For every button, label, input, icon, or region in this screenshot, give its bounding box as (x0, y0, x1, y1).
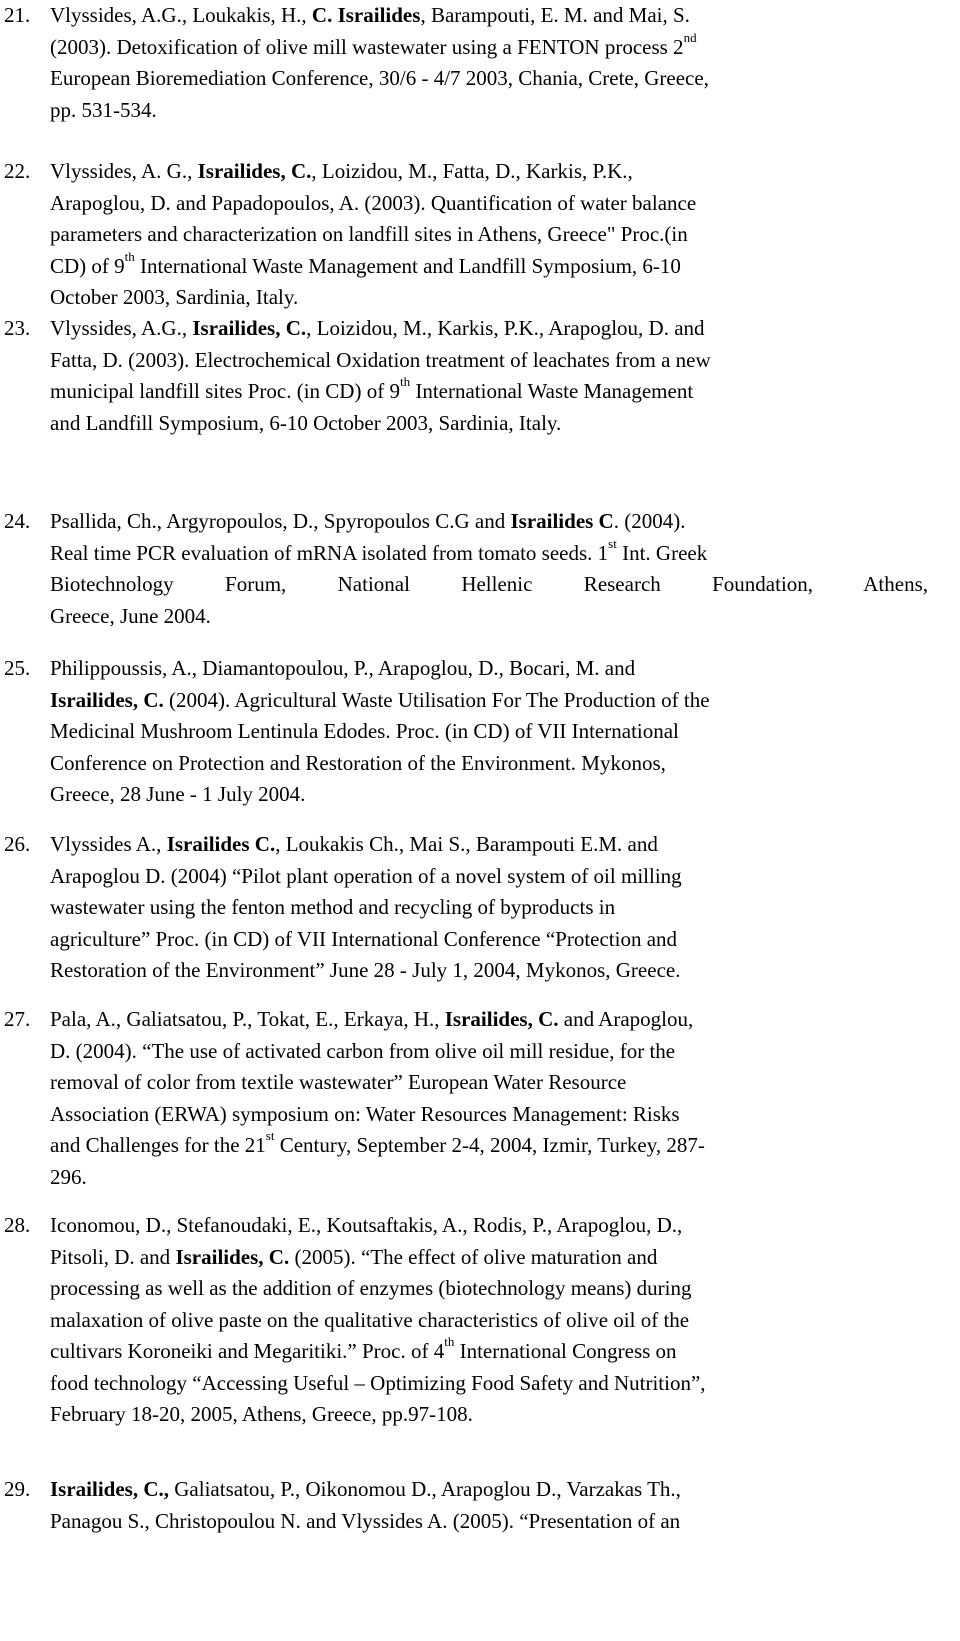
reference-text (50, 506, 940, 632)
text-run: (2004). Agricultural Waste Utilisation For The Production of the (163, 687, 710, 712)
text-run: Biotechnology Forum, National Hellenic Research Foundation, Athens, (50, 572, 928, 596)
reference-number: 23. (4, 316, 31, 340)
text-run: (2005). “The effect of olive maturation and (289, 1244, 658, 1269)
reference-line (50, 569, 928, 601)
reference-line (50, 1336, 940, 1368)
text-run: food technology “Accessing Useful – Optimizing Food Safety and Nutrition”, (50, 1370, 706, 1395)
reference-line (50, 685, 940, 717)
reference-line (50, 282, 940, 314)
superscript: th (399, 374, 411, 389)
reference-line (50, 1162, 940, 1194)
reference-text (50, 653, 940, 811)
text-run: and Arapoglou, (558, 1007, 694, 1031)
reference-line (50, 535, 940, 570)
reference-text (50, 1004, 940, 1193)
reference-line (50, 95, 940, 127)
reference-line (50, 408, 940, 440)
reference-line (50, 188, 940, 220)
text-run: CD) of 9 (50, 253, 125, 278)
reference-line (50, 1130, 940, 1162)
reference-line (50, 1474, 940, 1506)
author-highlight: Israilides, C. (50, 687, 164, 712)
reference-number: 22. (4, 159, 31, 183)
text-run: , Loizidou, M., Fatta, D., Karkis, P.K., (311, 159, 633, 183)
text-run: malaxation of olive paste on the qualitative characteristics of olive oil of the (50, 1307, 690, 1332)
text-run: International Waste Management and Landfill Symposium, 6-10 (134, 253, 681, 278)
reference-line (50, 653, 940, 685)
text-run: 296. (50, 1164, 87, 1189)
reference-line (50, 248, 940, 283)
author-highlight: Israilides C. (166, 832, 276, 856)
reference-line (50, 924, 940, 956)
reference-line (50, 219, 940, 251)
text-run: International Waste Management (410, 379, 694, 403)
reference-number: 21. (4, 3, 31, 27)
reference-line (50, 892, 940, 924)
text-run: (2003). Detoxification of olive mill wastewater using a FENTON process 2 (50, 34, 684, 59)
reference-line (50, 748, 940, 780)
reference-line (50, 63, 940, 95)
reference-text (50, 0, 940, 126)
reference-line (50, 1305, 940, 1337)
author-highlight: C. Israilides (311, 3, 421, 27)
text-run: . (2004). (613, 509, 686, 533)
reference-number: 27. (4, 1007, 31, 1031)
text-run: Vlyssides A., (50, 832, 167, 856)
author-highlight: Israilides, C., (50, 1477, 170, 1501)
text-run: Philippoussis, A., Diamantopoulou, P., Arapoglou, D., Bocari, M. and (50, 656, 636, 680)
reference-text (50, 1210, 940, 1431)
reference-line (50, 829, 940, 861)
text-run: Panagou S., Christopoulou N. and Vlyssides A. (2005). “Presentation of an (50, 1508, 681, 1533)
reference-line (50, 1242, 940, 1274)
reference-line (50, 861, 940, 893)
text-run: Psallida, Ch., Argyropoulos, D., Spyropoulos C.G and (50, 509, 511, 533)
reference-line (50, 1004, 940, 1036)
text-run: , Loizidou, M., Karkis, P.K., Arapoglou, D. and (306, 316, 705, 340)
author-highlight: Israilides C (510, 509, 614, 533)
reference-text (50, 829, 940, 987)
reference-line (50, 29, 940, 64)
text-run: Medicinal Mushroom Lentinula Edodes. Proc. (in CD) of VII International (50, 719, 679, 743)
superscript: st (608, 535, 617, 551)
reference-number: 28. (4, 1213, 31, 1237)
reference-number: 24. (4, 509, 31, 533)
text-run: Vlyssides, A.G., Loukakis, H., (50, 3, 312, 27)
text-run: wastewater using the fenton method and recycling of byproducts in (50, 895, 616, 919)
text-run: Int. Greek (616, 540, 708, 565)
superscript: nd (683, 29, 697, 45)
text-run: Real time PCR evaluation of mRNA isolated from tomato seeds. 1 (50, 540, 609, 565)
text-run: Arapoglou D. (2004) “Pilot plant operation of a novel system of oil milling (50, 863, 682, 888)
reference-text (50, 156, 940, 314)
text-run: October 2003, Sardinia, Italy. (50, 285, 299, 309)
superscript: th (124, 248, 135, 264)
text-run: Greece, June 2004. (50, 603, 211, 628)
text-run: D. (2004). “The use of activated carbon from olive oil mill residue, for the (50, 1038, 676, 1063)
text-run: and Challenges for the 21 (50, 1133, 266, 1157)
author-highlight: Israilides, C. (175, 1244, 290, 1269)
text-run: Vlyssides, A. G., (50, 159, 198, 183)
reference-line (50, 779, 940, 811)
reference-text (50, 1474, 940, 1537)
text-run: Greece, 28 June - 1 July 2004. (50, 782, 306, 806)
text-run: , Barampouti, E. M. and Mai, S. (420, 3, 690, 27)
reference-line (50, 716, 940, 748)
reference-line (50, 156, 940, 188)
text-run: removal of color from textile wastewater” European Water Resource (50, 1070, 627, 1094)
text-run: parameters and characterization on landfill sites in Athens, Greece" Proc.(in (50, 222, 688, 246)
text-run: Pala, A., Galiatsatou, P., Tokat, E., Erkaya, H., (50, 1007, 445, 1031)
reference-number: 26. (4, 832, 31, 856)
text-run: Century, September 2-4, 2004, Izmir, Turkey, 287- (274, 1133, 705, 1157)
reference-line (50, 955, 940, 987)
reference-line (50, 1399, 940, 1431)
reference-number: 29. (4, 1477, 31, 1501)
reference-line (50, 1506, 940, 1538)
reference-line (50, 376, 940, 408)
text-run: February 18-20, 2005, Athens, Greece, pp.97-108. (50, 1402, 473, 1426)
text-run: Vlyssides, A.G., (50, 316, 193, 340)
text-run: Galiatsatou, P., Oikonomou D., Arapoglou D., Varzakas Th., (169, 1477, 681, 1501)
superscript: st (265, 1128, 275, 1143)
author-highlight: Israilides, C. (197, 159, 312, 183)
reference-number: 25. (4, 656, 31, 680)
reference-line (50, 1099, 940, 1131)
text-run: European Bioremediation Conference, 30/6 - 4/7 2003, Chania, Crete, Greece, (50, 66, 709, 90)
reference-line (50, 506, 940, 538)
text-run: Pitsoli, D. and (50, 1244, 176, 1269)
text-run: Restoration of the Environment” June 28 - July 1, 2004, Mykonos, Greece. (50, 958, 681, 982)
reference-line (50, 1036, 940, 1068)
text-run: and Landfill Symposium, 6-10 October 2003, Sardinia, Italy. (50, 410, 562, 435)
text-run: municipal landfill sites Proc. (in CD) of 9 (50, 379, 400, 403)
author-highlight: Israilides, C. (192, 316, 307, 340)
superscript: th (444, 1334, 455, 1349)
reference-line (50, 1210, 940, 1242)
reference-line (50, 345, 940, 377)
text-run: Fatta, D. (2003). Electrochemical Oxidation treatment of leachates from a new (50, 347, 711, 372)
text-run: Conference on Protection and Restoration of the Environment. Mykonos, (50, 750, 666, 775)
reference-line (50, 1273, 940, 1305)
text-run: pp. 531-534. (50, 97, 157, 122)
author-highlight: Israilides, C. (444, 1007, 559, 1031)
text-run: Association (ERWA) symposium on: Water Resources Management: Risks (50, 1101, 680, 1126)
reference-line (50, 601, 940, 633)
text-run: , Loukakis Ch., Mai S., Barampouti E.M. and (275, 832, 658, 856)
reference-line (50, 313, 940, 345)
text-run: cultivars Koroneiki and Megaritiki.” Proc. of 4 (50, 1339, 445, 1363)
text-run: agriculture” Proc. (in CD) of VII International Conference “Protection and (50, 926, 678, 951)
reference-line (50, 1368, 940, 1400)
text-run: International Congress on (454, 1339, 677, 1363)
reference-line (50, 1067, 940, 1099)
text-run: Arapoglou, D. and Papadopoulos, A. (2003). Quantification of water balance (50, 190, 697, 215)
reference-text (50, 313, 940, 439)
text-run: Iconomou, D., Stefanoudaki, E., Koutsaftakis, A., Rodis, P., Arapoglou, D., (50, 1213, 683, 1237)
reference-line (50, 0, 940, 32)
text-run: processing as well as the addition of enzymes (biotechnology means) during (50, 1276, 692, 1300)
